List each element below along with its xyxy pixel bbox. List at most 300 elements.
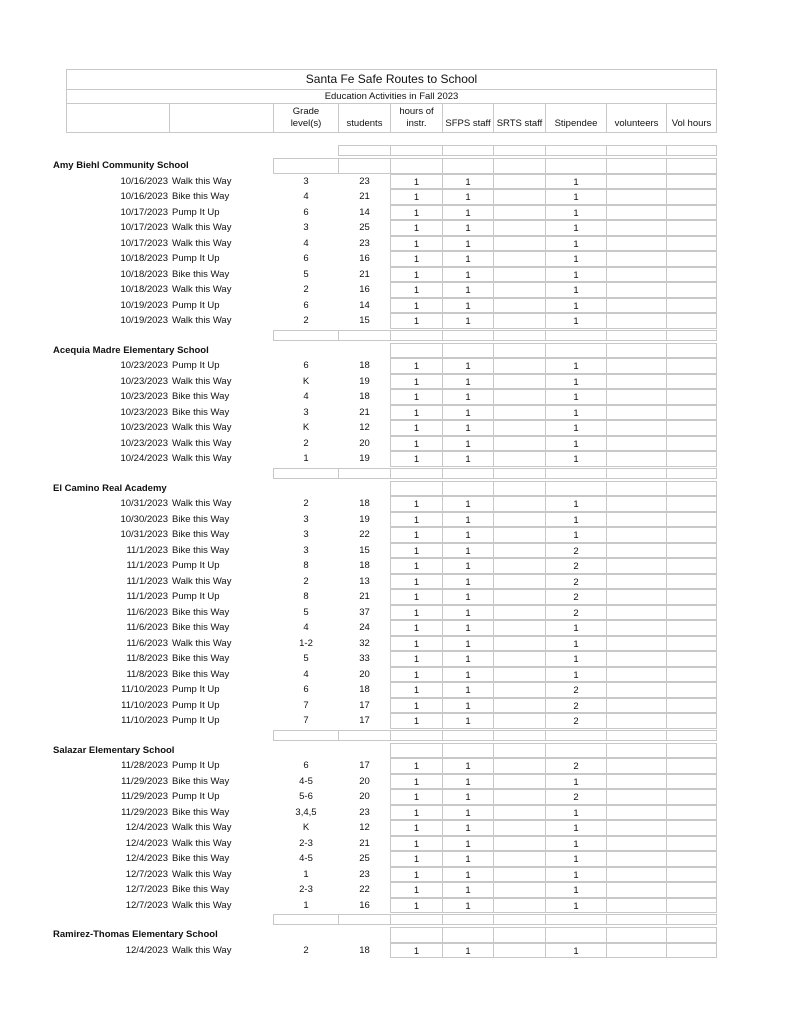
activity-name: Pump It Up: [172, 760, 220, 771]
header-blank-1: [66, 103, 170, 133]
grid-cell: [606, 343, 667, 359]
activity-date: 10/31/2023: [120, 529, 168, 540]
grid-cell: [390, 927, 443, 943]
grid-cell: [606, 743, 667, 759]
activity-date: 10/24/2023: [120, 453, 168, 464]
grid-cell: [493, 481, 546, 497]
hours-cell: 1: [390, 898, 443, 914]
activity-name: Pump It Up: [172, 560, 220, 571]
grid-cell: [545, 468, 607, 479]
volunteers-cell: [606, 574, 667, 590]
activity-name: Pump It Up: [172, 791, 220, 802]
stipendee-cell: 1: [545, 205, 607, 221]
vol-hours-cell: [666, 636, 717, 652]
table-row: [66, 220, 717, 236]
activity-date: 10/17/2023: [120, 237, 168, 249]
table-row: [66, 713, 717, 729]
hours-cell: 1: [390, 774, 443, 790]
sfps-cell: 1: [442, 420, 494, 436]
vol-hours-cell: [666, 605, 717, 621]
table-row: [66, 589, 717, 605]
activity-name: Bike this Way: [172, 653, 230, 664]
table-row: [66, 298, 717, 314]
students-cell: 18: [359, 360, 370, 371]
volunteers-cell: [606, 174, 667, 190]
volunteers-cell: [606, 543, 667, 559]
srts-cell: [493, 436, 546, 452]
hours-cell: 1: [390, 605, 443, 621]
grid-cell: [666, 927, 717, 943]
table-row: [66, 405, 717, 421]
volunteers-cell: [606, 389, 667, 405]
stipendee-cell: 1: [545, 774, 607, 790]
students-cell: 23: [359, 175, 370, 187]
grid-cell: [666, 343, 717, 359]
students-cell: 25: [359, 222, 370, 233]
students-cell: 13: [359, 575, 370, 587]
volunteers-cell: [606, 496, 667, 512]
table-row: [66, 436, 717, 452]
students-cell: 21: [359, 591, 370, 602]
school-header-row: [53, 481, 717, 497]
grid-cell: [493, 927, 546, 943]
hours-cell: 1: [390, 405, 443, 421]
grid-cell: [442, 330, 494, 341]
volunteers-cell: [606, 943, 667, 959]
stipendee-cell: 1: [545, 451, 607, 467]
students-cell: 21: [359, 191, 370, 202]
vol-hours-cell: [666, 851, 717, 867]
students-cell: 23: [359, 237, 370, 249]
volunteers-cell: [606, 205, 667, 221]
hours-cell: 1: [390, 574, 443, 590]
grade-cell: 3,4,5: [295, 806, 317, 818]
students-cell: 20: [359, 775, 370, 787]
vol-hours-cell: [666, 436, 717, 452]
grade-cell: 7: [303, 715, 309, 726]
activity-date: 10/23/2023: [120, 422, 168, 433]
table-row: [66, 267, 717, 283]
stipendee-cell: 1: [545, 636, 607, 652]
students-cell: 20: [359, 668, 370, 680]
srts-cell: [493, 189, 546, 205]
spacer-row: [66, 914, 717, 925]
srts-cell: [493, 313, 546, 329]
grid-cell: [666, 158, 717, 174]
activity-name: Bike this Way: [172, 668, 230, 680]
header-sfps: [442, 103, 494, 133]
table-row: [66, 389, 717, 405]
vol-hours-cell: [666, 220, 717, 236]
students-cell: 19: [359, 513, 370, 525]
sfps-cell: 1: [442, 358, 494, 374]
activity-name: Bike this Way: [172, 806, 230, 818]
table-row: [66, 358, 717, 374]
students-cell: 16: [359, 253, 370, 264]
header-volunteers-label: volunteers: [614, 118, 659, 129]
grade-cell: 6: [303, 206, 309, 218]
activity-date: 11/1/2023: [126, 560, 168, 571]
grade-cell: 7: [303, 699, 309, 711]
hours-cell: 1: [390, 189, 443, 205]
grid-cell: [606, 330, 667, 341]
grid-cell: [493, 730, 546, 741]
vol-hours-cell: [666, 389, 717, 405]
vol-hours-cell: [666, 282, 717, 298]
vol-hours-cell: [666, 267, 717, 283]
students-cell: 25: [359, 853, 370, 864]
stipendee-cell: 1: [545, 820, 607, 836]
volunteers-cell: [606, 636, 667, 652]
sfps-cell: 1: [442, 713, 494, 729]
volunteers-cell: [606, 313, 667, 329]
grid-cell: [390, 743, 443, 759]
srts-cell: [493, 805, 546, 821]
hours-cell: 1: [390, 236, 443, 252]
vol-hours-cell: [666, 574, 717, 590]
students-cell: 23: [359, 868, 370, 880]
activity-date: 10/18/2023: [120, 268, 168, 280]
grid-cell: [273, 468, 339, 479]
activity-name: Pump It Up: [172, 206, 220, 218]
stipendee-cell: 1: [545, 512, 607, 528]
table-row: [66, 174, 717, 190]
grade-cell: 1: [303, 868, 309, 880]
srts-cell: [493, 558, 546, 574]
hours-cell: 1: [390, 282, 443, 298]
activity-name: Walk this Way: [172, 237, 232, 249]
grid-cell: [273, 914, 339, 925]
stipendee-cell: 2: [545, 589, 607, 605]
grid-cell: [442, 730, 494, 741]
table-row: [66, 851, 717, 867]
activity-name: Walk this Way: [172, 899, 232, 911]
volunteers-cell: [606, 758, 667, 774]
activity-date: 11/10/2023: [121, 715, 168, 726]
activity-name: Pump It Up: [172, 360, 220, 371]
students-cell: 22: [359, 529, 370, 540]
grade-cell: 2: [303, 575, 309, 587]
vol-hours-cell: [666, 943, 717, 959]
activity-name: Walk this Way: [172, 837, 232, 849]
grid-cell: [442, 343, 494, 359]
sfps-cell: 1: [442, 758, 494, 774]
activity-name: Bike this Way: [172, 529, 230, 540]
activity-name: Bike this Way: [172, 513, 230, 525]
volunteers-cell: [606, 682, 667, 698]
students-cell: 21: [359, 268, 370, 280]
stipendee-cell: 1: [545, 496, 607, 512]
hours-cell: 1: [390, 558, 443, 574]
hours-cell: 1: [390, 496, 443, 512]
volunteers-cell: [606, 898, 667, 914]
table-row: [66, 451, 717, 467]
activity-date: 12/4/2023: [125, 822, 168, 833]
grade-cell: 6: [303, 360, 309, 371]
students-cell: 21: [359, 406, 370, 418]
header-grade: [273, 103, 339, 133]
students-cell: 17: [359, 715, 370, 726]
stipendee-cell: 1: [545, 667, 607, 683]
stipendee-cell: 1: [545, 313, 607, 329]
sfps-cell: 1: [442, 543, 494, 559]
sfps-cell: 1: [442, 174, 494, 190]
volunteers-cell: [606, 420, 667, 436]
table-row: [66, 205, 717, 221]
grid-cell: [545, 158, 607, 174]
grid-cell: [666, 743, 717, 759]
activity-name: Bike this Way: [172, 544, 230, 556]
students-cell: 24: [359, 622, 370, 633]
sfps-cell: 1: [442, 851, 494, 867]
hours-cell: 1: [390, 882, 443, 898]
volunteers-cell: [606, 558, 667, 574]
sfps-cell: 1: [442, 682, 494, 698]
activity-date: 11/1/2023: [126, 591, 168, 602]
hours-cell: 1: [390, 267, 443, 283]
grade-cell: 2-3: [299, 884, 313, 895]
activity-date: 10/23/2023: [120, 360, 168, 371]
sfps-cell: 1: [442, 558, 494, 574]
table-row: [66, 805, 717, 821]
vol-hours-cell: [666, 374, 717, 390]
grid-cell: [390, 730, 443, 741]
grid-cell: [666, 330, 717, 341]
activity-name: Bike this Way: [172, 775, 230, 787]
hours-cell: 1: [390, 758, 443, 774]
grade-cell: 1: [303, 453, 309, 464]
vol-hours-cell: [666, 174, 717, 190]
stipendee-cell: 1: [545, 251, 607, 267]
grid-cell: [493, 343, 546, 359]
activity-date: 11/8/2023: [126, 668, 168, 680]
volunteers-cell: [606, 374, 667, 390]
sfps-cell: 1: [442, 298, 494, 314]
activity-name: Walk this Way: [172, 637, 232, 649]
table-row: [66, 189, 717, 205]
vol-hours-cell: [666, 713, 717, 729]
school-name: Amy Biehl Community School: [53, 160, 189, 171]
activity-name: Pump It Up: [172, 591, 220, 602]
grid-cell: [493, 468, 546, 479]
srts-cell: [493, 205, 546, 221]
sfps-cell: 1: [442, 805, 494, 821]
grade-cell: 2: [303, 944, 309, 956]
grade-cell: 5-6: [299, 791, 313, 802]
srts-cell: [493, 882, 546, 898]
grade-cell: 5: [303, 653, 309, 664]
sfps-cell: 1: [442, 374, 494, 390]
activity-name: Bike this Way: [172, 622, 230, 633]
activity-name: Bike this Way: [172, 191, 230, 202]
srts-cell: [493, 374, 546, 390]
students-cell: 18: [359, 944, 370, 956]
school-name: Acequia Madre Elementary School: [53, 344, 209, 356]
srts-cell: [493, 774, 546, 790]
sheet-title: Santa Fe Safe Routes to School: [66, 69, 717, 90]
grid-cell: [606, 914, 667, 925]
activity-name: Bike this Way: [172, 884, 230, 895]
grid-cell: [338, 158, 391, 174]
sfps-cell: 1: [442, 405, 494, 421]
hours-cell: 1: [390, 374, 443, 390]
activity-date: 10/23/2023: [120, 406, 168, 418]
grid-cell: [666, 145, 717, 156]
school-name: El Camino Real Academy: [53, 482, 167, 494]
school-header-row: [53, 158, 717, 174]
stipendee-cell: 1: [545, 374, 607, 390]
header-students: [338, 103, 391, 133]
vol-hours-cell: [666, 189, 717, 205]
table-row: [66, 943, 717, 959]
students-cell: 12: [359, 422, 370, 433]
vol-hours-cell: [666, 882, 717, 898]
activity-date: 10/17/2023: [120, 222, 168, 233]
school-name: Salazar Elementary School: [53, 744, 175, 756]
hours-cell: 1: [390, 420, 443, 436]
grid-cell: [666, 481, 717, 497]
sfps-cell: 1: [442, 205, 494, 221]
grid-cell: [442, 468, 494, 479]
activity-date: 10/18/2023: [120, 284, 168, 295]
sfps-cell: 1: [442, 943, 494, 959]
stipendee-cell: 1: [545, 405, 607, 421]
header-hours-line1: hours of: [399, 106, 434, 117]
vol-hours-cell: [666, 451, 717, 467]
grid-cell: [390, 145, 443, 156]
activity-date: 12/7/2023: [125, 884, 168, 895]
students-cell: 22: [359, 884, 370, 895]
stipendee-cell: 2: [545, 574, 607, 590]
table-row: [66, 527, 717, 543]
stipendee-cell: 1: [545, 620, 607, 636]
hours-cell: 1: [390, 820, 443, 836]
stipendee-cell: 1: [545, 851, 607, 867]
vol-hours-cell: [666, 236, 717, 252]
header-srts-label: SRTS staff: [496, 118, 543, 129]
srts-cell: [493, 605, 546, 621]
activity-name: Bike this Way: [172, 406, 230, 418]
hours-cell: 1: [390, 220, 443, 236]
srts-cell: [493, 420, 546, 436]
hours-cell: 1: [390, 298, 443, 314]
grid-cell: [493, 914, 546, 925]
srts-cell: [493, 251, 546, 267]
students-cell: 33: [359, 653, 370, 664]
stipendee-cell: 1: [545, 805, 607, 821]
hours-cell: 1: [390, 543, 443, 559]
sfps-cell: 1: [442, 651, 494, 667]
sfps-cell: 1: [442, 436, 494, 452]
hours-cell: 1: [390, 836, 443, 852]
students-cell: 16: [359, 899, 370, 911]
stipendee-cell: 2: [545, 698, 607, 714]
activity-date: 12/7/2023: [125, 868, 168, 880]
activity-name: Walk this Way: [172, 284, 232, 295]
srts-cell: [493, 789, 546, 805]
activity-name: Pump It Up: [172, 299, 220, 311]
sfps-cell: 1: [442, 313, 494, 329]
stipendee-cell: 1: [545, 174, 607, 190]
table-row: [66, 374, 717, 390]
sfps-cell: 1: [442, 636, 494, 652]
srts-cell: [493, 713, 546, 729]
stipendee-cell: 2: [545, 713, 607, 729]
srts-cell: [493, 389, 546, 405]
students-cell: 37: [359, 606, 370, 618]
grade-cell: 6: [303, 760, 309, 771]
table-row: [66, 758, 717, 774]
table-row: [66, 682, 717, 698]
volunteers-cell: [606, 220, 667, 236]
srts-cell: [493, 636, 546, 652]
srts-cell: [493, 220, 546, 236]
grade-cell: 6: [303, 253, 309, 264]
grid-cell: [390, 343, 443, 359]
srts-cell: [493, 698, 546, 714]
vol-hours-cell: [666, 205, 717, 221]
activity-date: 10/16/2023: [120, 175, 168, 187]
grid-cell: [442, 927, 494, 943]
srts-cell: [493, 236, 546, 252]
header-vol-hours: [666, 103, 717, 133]
stipendee-cell: 1: [545, 358, 607, 374]
grid-cell: [442, 481, 494, 497]
stipendee-cell: 2: [545, 758, 607, 774]
volunteers-cell: [606, 867, 667, 883]
students-cell: 18: [359, 391, 370, 402]
hours-cell: 1: [390, 436, 443, 452]
activity-date: 12/4/2023: [125, 837, 168, 849]
activity-date: 10/23/2023: [120, 437, 168, 449]
hours-cell: 1: [390, 251, 443, 267]
grid-cell: [545, 914, 607, 925]
sfps-cell: 1: [442, 512, 494, 528]
vol-hours-cell: [666, 620, 717, 636]
grade-cell: 3: [303, 222, 309, 233]
vol-hours-cell: [666, 496, 717, 512]
grid-cell: [338, 914, 391, 925]
stipendee-cell: 2: [545, 605, 607, 621]
grade-cell: K: [302, 822, 310, 833]
activity-date: 11/1/2023: [126, 544, 168, 556]
srts-cell: [493, 574, 546, 590]
activity-date: 11/29/2023: [121, 806, 168, 818]
vol-hours-cell: [666, 651, 717, 667]
table-row: [66, 898, 717, 914]
srts-cell: [493, 174, 546, 190]
header-stipendee-label: Stipendee: [554, 118, 598, 129]
students-cell: 18: [359, 560, 370, 571]
grade-cell: K: [302, 375, 310, 387]
stipendee-cell: 1: [545, 282, 607, 298]
sfps-cell: 1: [442, 282, 494, 298]
activity-date: 10/23/2023: [120, 375, 168, 387]
activity-name: Pump It Up: [172, 715, 220, 726]
activity-date: 10/31/2023: [120, 498, 168, 509]
students-cell: 14: [359, 206, 370, 218]
grade-cell: 2: [303, 315, 309, 326]
vol-hours-cell: [666, 543, 717, 559]
activity-date: 10/30/2023: [120, 513, 168, 525]
sheet-subtitle: Education Activities in Fall 2023: [66, 89, 717, 104]
srts-cell: [493, 527, 546, 543]
hours-cell: 1: [390, 667, 443, 683]
volunteers-cell: [606, 713, 667, 729]
sfps-cell: 1: [442, 836, 494, 852]
students-cell: 17: [359, 760, 370, 771]
volunteers-cell: [606, 698, 667, 714]
